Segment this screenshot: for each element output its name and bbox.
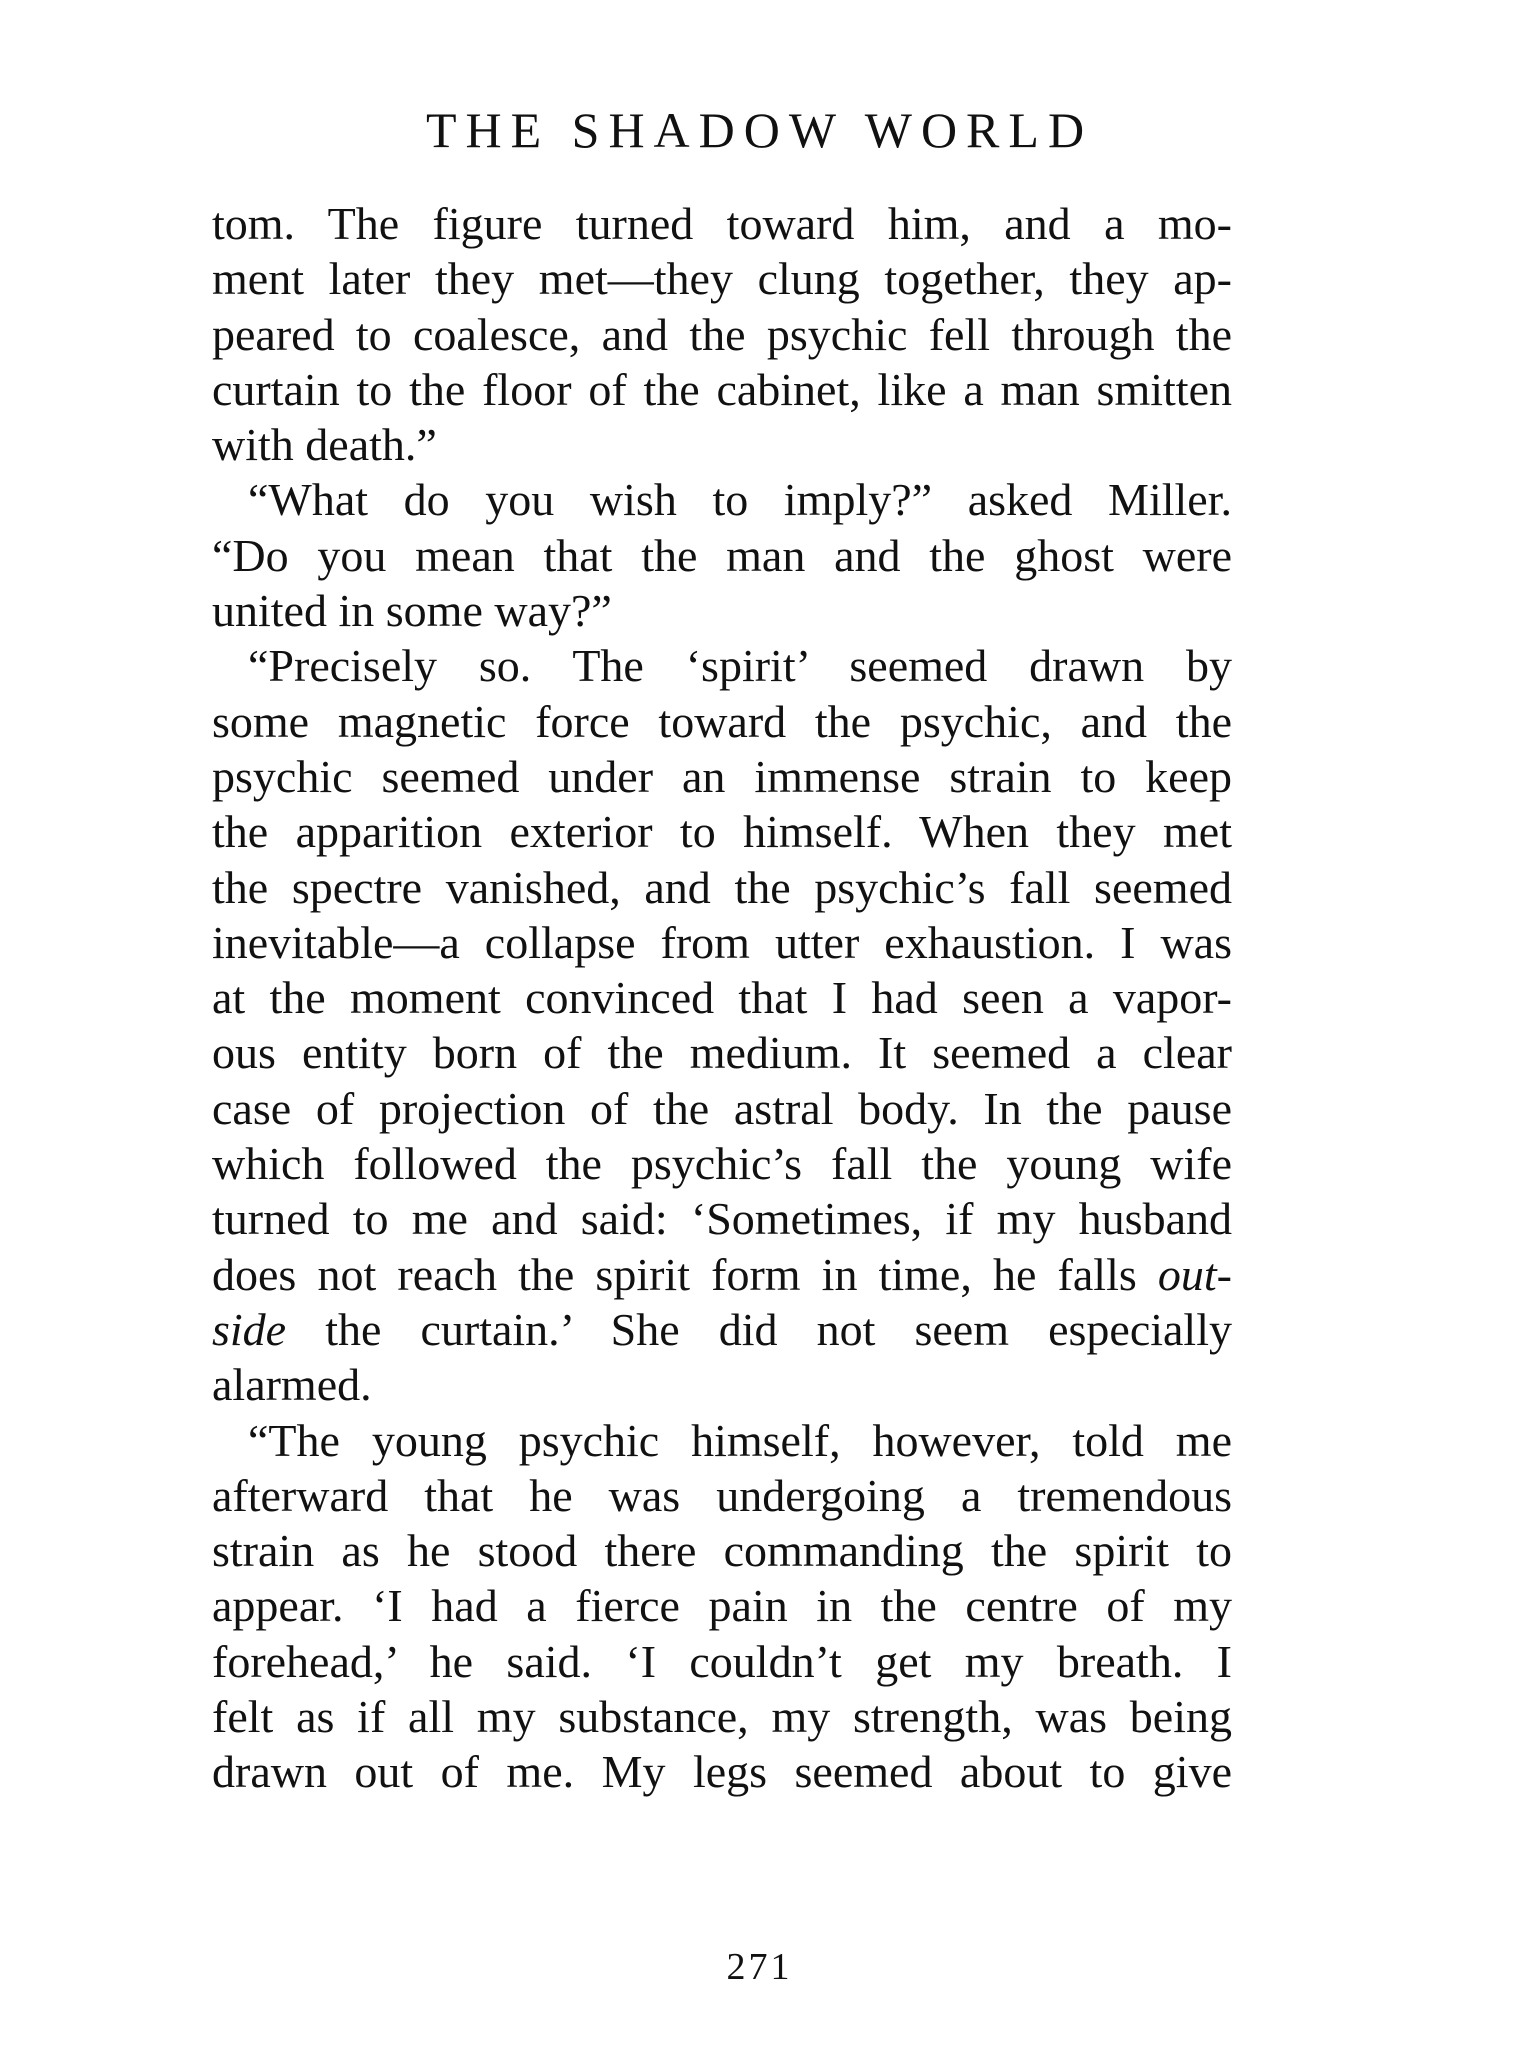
text-line: which followed the psychic’s fall the young wife: [212, 1138, 1232, 1190]
text-line: at the moment convinced that I had seen a vapor-: [212, 972, 1232, 1024]
text-line: strain as he stood there commanding the spirit to: [212, 1525, 1232, 1577]
text-line: “Precisely so. The ‘spirit’ seemed drawn by: [248, 640, 1232, 692]
italic-word: out-: [1157, 1248, 1232, 1300]
text-line: curtain to the floor of the cabinet, like a man smitten: [212, 363, 1232, 415]
body-text: [212, 196, 1232, 1800]
text-line: forehead,’ he said. ‘I couldn’t get my breath. I: [212, 1635, 1232, 1687]
text-line: ous entity born of the medium. It seemed a clear: [212, 1027, 1232, 1079]
italic-word: side: [212, 1303, 287, 1355]
text-line: tom. The figure turned toward him, and a mo-: [212, 198, 1232, 249]
text-line: “The young psychic himself, however, told me: [248, 1414, 1232, 1466]
text-line: alarmed.: [212, 1359, 372, 1411]
text-line: peared to coalesce, and the psychic fell through the: [212, 308, 1232, 360]
running-head: THE SHADOW WORLD: [425, 102, 1094, 158]
text-line: psychic seemed under an immense strain to keep: [212, 750, 1232, 802]
page-number: 271: [726, 1946, 793, 1988]
text-line: the apparition exterior to himself. When they met: [212, 806, 1232, 858]
text-line: felt as if all my substance, my strength, was being: [212, 1691, 1232, 1743]
text-line: united in some way?”: [212, 585, 612, 637]
text-line: the spectre vanished, and the psychic’s fall seemed: [212, 861, 1232, 913]
text-line: “What do you wish to imply?” asked Miller.: [248, 474, 1232, 526]
text-line-roman: does not reach the spirit form in time, he falls: [212, 1248, 1158, 1300]
text-line: with death.”: [212, 419, 437, 471]
text-line: inevitable—a collapse from utter exhaustion. I was: [212, 916, 1232, 968]
text-line: “Do you mean that the man and the ghost were: [212, 529, 1232, 581]
text-line: ment later they met—they clung together, they ap-: [212, 253, 1232, 305]
text-line: some magnetic force toward the psychic, and the: [212, 695, 1232, 747]
text-line-roman: the curtain.’ She did not seem especially: [286, 1303, 1232, 1355]
text-line: afterward that he was undergoing a tremendous: [212, 1469, 1232, 1521]
text-line: [212, 1302, 1232, 1357]
text-line: appear. ‘I had a fierce pain in the centre of my: [212, 1580, 1232, 1632]
text-line: turned to me and said: ‘Sometimes, if my husband: [212, 1193, 1232, 1245]
text-line: case of projection of the astral body. In the pause: [212, 1082, 1232, 1134]
text-line: drawn out of me. My legs seemed about to give: [212, 1746, 1232, 1798]
text-line: [212, 1247, 1232, 1302]
